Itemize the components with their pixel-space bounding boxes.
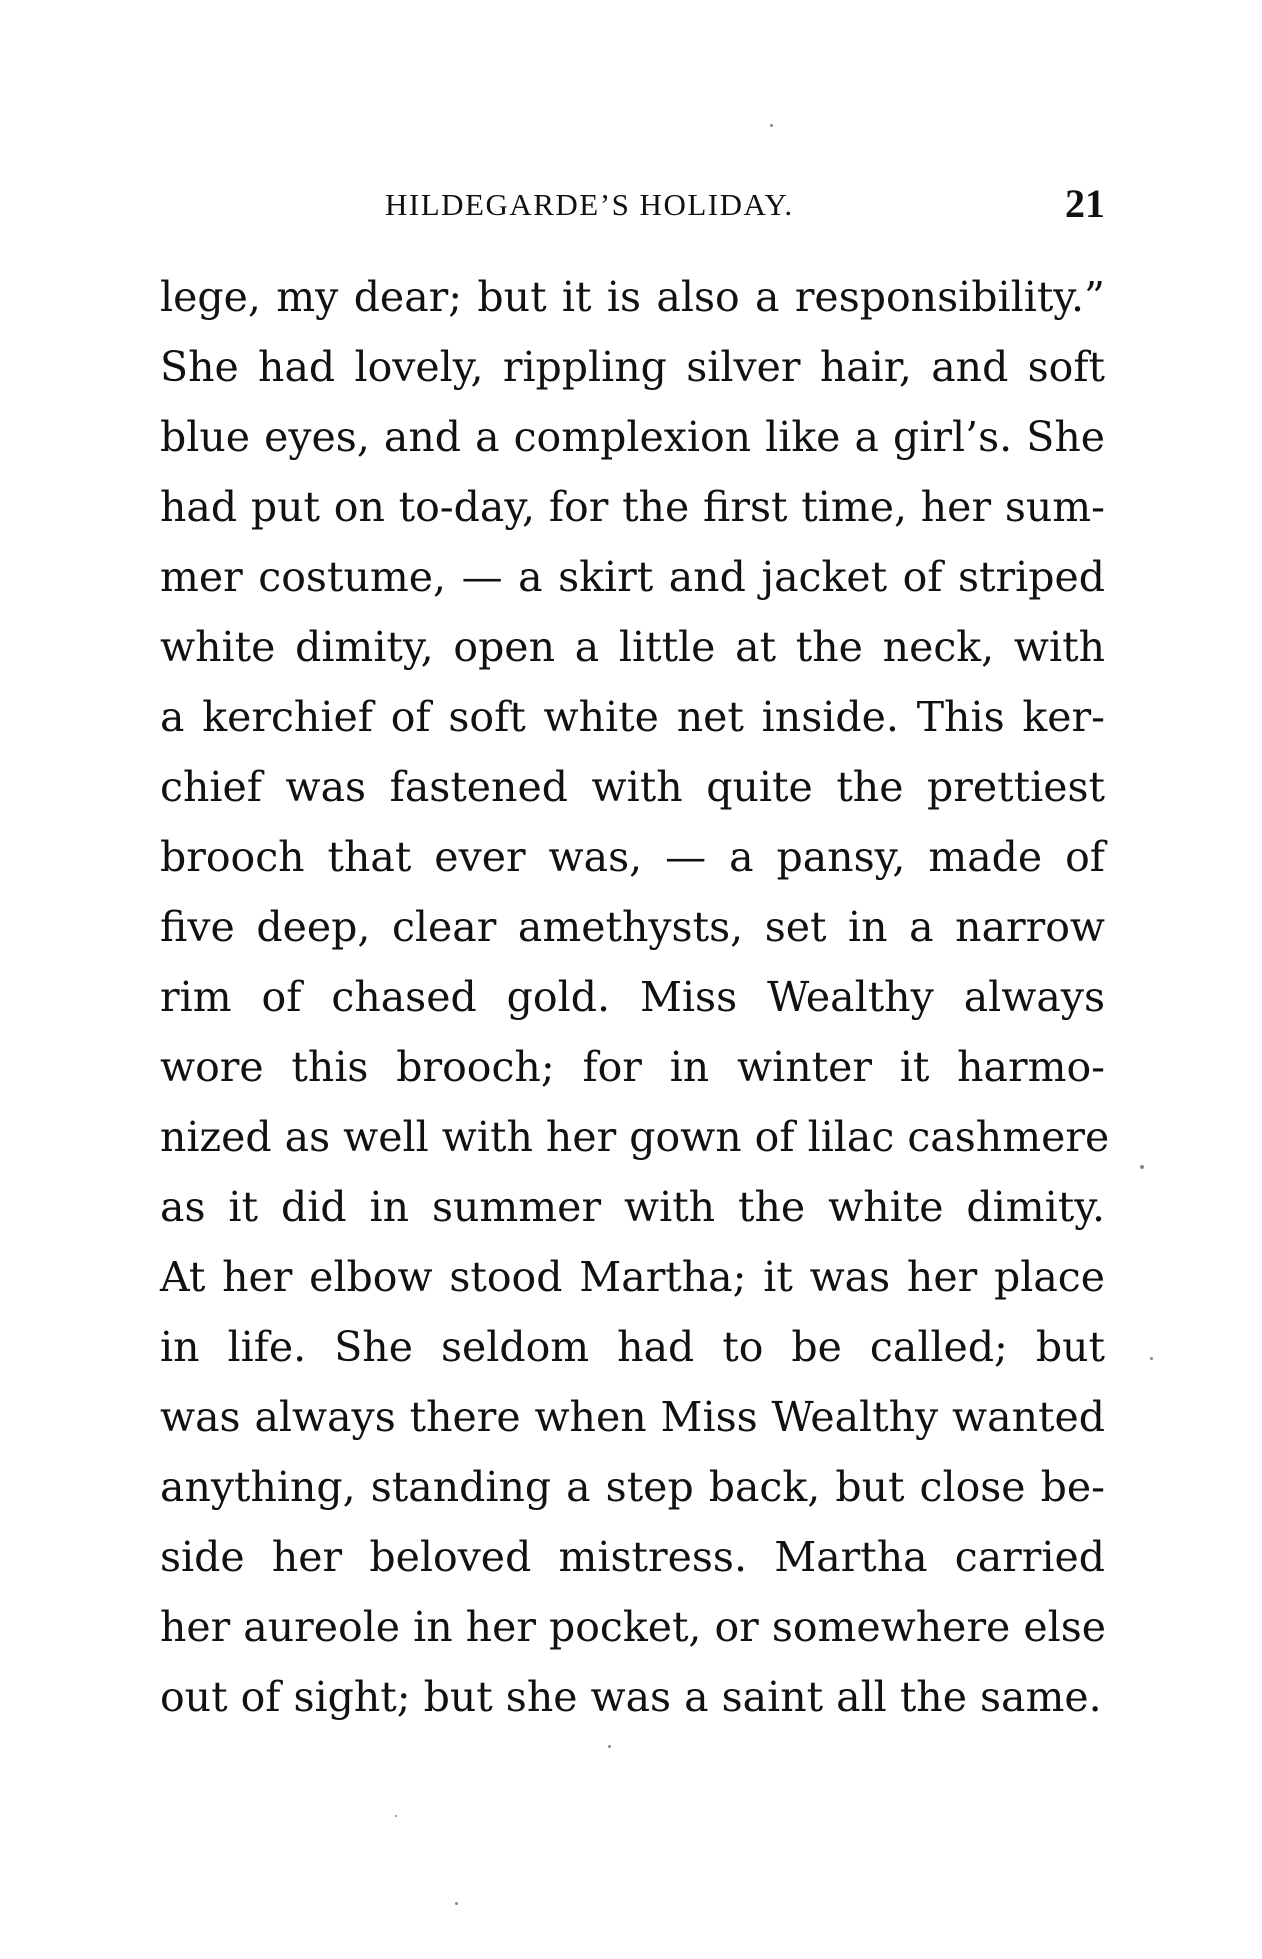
text-line: her aureole in her pocket, or somewhere else bbox=[160, 1603, 1107, 1651]
text-line: lege, my dear; but it is also a responsibility.” bbox=[160, 273, 1105, 321]
paper-speck bbox=[1150, 1357, 1153, 1360]
running-head bbox=[160, 180, 1105, 230]
text-line: a kerchief of soft white net inside. This ker- bbox=[160, 693, 1105, 741]
text-line: anything, standing a step back, but close be- bbox=[160, 1463, 1105, 1511]
paper-speck bbox=[455, 1902, 458, 1905]
running-head-title: HILDEGARDE’S HOLIDAY. bbox=[385, 187, 794, 222]
paper-speck bbox=[608, 1745, 611, 1748]
page-number: 21 bbox=[1065, 181, 1105, 226]
paper-speck bbox=[395, 1815, 397, 1817]
body-text bbox=[160, 262, 1110, 1732]
text-line: brooch that ever was, — a pansy, made of bbox=[160, 833, 1105, 881]
text-line: side her beloved mistress. Martha carried bbox=[160, 1533, 1105, 1581]
text-line: was always there when Miss Wealthy wanted bbox=[160, 1393, 1105, 1441]
text-line: rim of chased gold. Miss Wealthy always bbox=[160, 973, 1105, 1021]
text-line: had put on to-day, for the first time, her sum- bbox=[160, 483, 1105, 531]
text-line: five deep, clear amethysts, set in a narrow bbox=[160, 903, 1105, 951]
text-line: white dimity, open a little at the neck, with bbox=[160, 623, 1105, 671]
text-line: out of sight; but she was a saint all the same. bbox=[160, 1673, 1102, 1721]
text-line: wore this brooch; for in winter it harmo- bbox=[160, 1043, 1105, 1091]
paper-speck bbox=[1140, 1165, 1144, 1169]
text-line: She had lovely, rippling silver hair, and soft bbox=[160, 343, 1105, 391]
text-line: in life. She seldom had to be called; but bbox=[160, 1323, 1105, 1371]
paper-speck bbox=[770, 124, 773, 127]
text-line: chief was fastened with quite the prettiest bbox=[160, 763, 1105, 811]
text-line: nized as well with her gown of lilac cashmere bbox=[160, 1113, 1110, 1161]
text-line: as it did in summer with the white dimity. bbox=[160, 1183, 1105, 1231]
text-line: blue eyes, and a complexion like a girl’s. She bbox=[160, 413, 1105, 461]
text-line: At her elbow stood Martha; it was her place bbox=[160, 1253, 1105, 1301]
text-line: mer costume, — a skirt and jacket of striped bbox=[160, 553, 1105, 601]
